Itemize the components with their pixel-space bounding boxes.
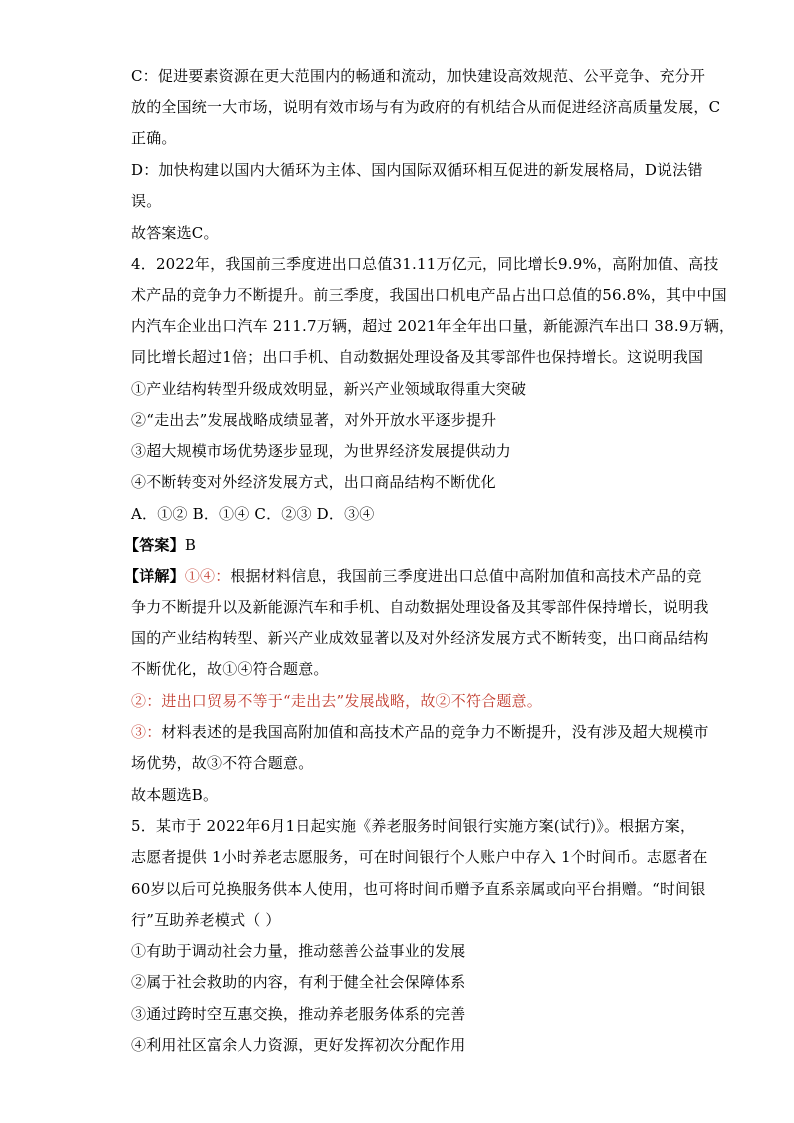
q4-detail-line-4: 不断优化，故①④符合题意。 bbox=[131, 660, 329, 678]
analysis-c-line-3: 正确。 bbox=[131, 129, 177, 147]
q4-choices: A．①② B．①④ C．②③ D．③④ bbox=[131, 505, 375, 523]
analysis-c-line-2: 放的全国统一大市场，说明有效市场与有为政府的有机结合从而促进经济高质量发展，C bbox=[131, 98, 721, 116]
q4-option-1: ①产业结构转型升级成效明显，新兴产业领域取得重大突破 bbox=[131, 380, 527, 398]
q4-detail-line-1 bbox=[124, 566, 702, 586]
q4-detail-line-2: 争力不断提升以及新能源汽车和手机、自动数据处理设备及其零部件保持增长，说明我 bbox=[131, 598, 709, 616]
q5-option-1: ①有助于调动社会力量，推动慈善公益事业的发展 bbox=[131, 942, 466, 960]
q4-answer bbox=[124, 535, 196, 555]
detail-red-marker: ①④： bbox=[184, 567, 231, 585]
q5-option-3: ③通过跨时空互惠交换，推动养老服务体系的完善 bbox=[131, 1005, 466, 1023]
q4-detail-3-line-2: 场优势，故③不符合题意。 bbox=[131, 754, 314, 772]
detail3-red-marker: ③： bbox=[131, 723, 162, 741]
q5-option-2: ②属于社会救助的内容，有利于健全社会保障体系 bbox=[131, 973, 466, 991]
q4-stem-line-2: 术产品的竞争力不断提升。前三季度，我国出口机电产品占出口总值的56.8%，其中中国 bbox=[131, 286, 727, 304]
detail-label: 【详解】 bbox=[124, 567, 185, 585]
q4-stem-line-1: 4．2022年，我国前三季度进出口总值31.11万亿元，同比增长9.9%，高附加值、高技 bbox=[131, 255, 719, 273]
q5-stem-line-3: 60岁以后可兑换服务供本人使用，也可将时间币赠予直系亲属或向平台捐赠。“时间银 bbox=[131, 880, 706, 898]
q4-detail-2: ②：进出口贸易不等于“走出去”发展战略，故②不符合题意。 bbox=[131, 692, 542, 710]
detail3-text: 材料表述的是我国高附加值和高技术产品的竞争力不断提升，没有涉及超大规模市 bbox=[161, 723, 709, 741]
analysis-d-line-2: 误。 bbox=[131, 192, 162, 210]
q4-conclusion: 故本题选B。 bbox=[131, 786, 219, 804]
q4-option-2: ②“走出去”发展战略成绩显著，对外开放水平逐步提升 bbox=[131, 411, 497, 429]
analysis-c-line-1: C：促进要素资源在更大范围内的畅通和流动，加快建设高效规范、公平竞争、充分开 bbox=[131, 67, 706, 85]
q5-stem-line-4: 行”互助养老模式（ ） bbox=[131, 911, 281, 929]
answer-value: B bbox=[184, 536, 197, 554]
analysis-conclusion: 故答案选C。 bbox=[131, 224, 219, 242]
q4-detail-3-line-1 bbox=[131, 722, 709, 742]
q4-detail-line-3: 国的产业结构转型、新兴产业成效显著以及对外经济发展方式不断转变，出口商品结构 bbox=[131, 629, 709, 647]
q5-stem-line-2: 志愿者提供 1小时养老志愿服务，可在时间银行个人账户中存入 1个时间币。志愿者在 bbox=[131, 848, 708, 866]
q5-option-4: ④利用社区富余人力资源，更好发挥初次分配作用 bbox=[131, 1036, 466, 1054]
analysis-d-line-1: D：加快构建以国内大循环为主体、国内国际双循环相互促进的新发展格局，D说法错 bbox=[131, 161, 703, 179]
q5-stem-line-1: 5．某市于 2022年6月1日起实施《养老服务时间银行实施方案(试行)》。根据方案， bbox=[131, 817, 696, 835]
q4-option-3: ③超大规模市场优势逐步显现，为世界经济发展提供动力 bbox=[131, 442, 512, 460]
q4-option-4: ④不断转变对外经济发展方式，出口商品结构不断优化 bbox=[131, 473, 496, 491]
q4-stem-line-4: 同比增长超过1倍；出口手机、自动数据处理设备及其零部件也保持增长。这说明我国 bbox=[131, 348, 704, 366]
detail-text: 根据材料信息，我国前三季度进出口总值中高附加值和高技术产品的竞 bbox=[230, 567, 702, 585]
q4-stem-line-3: 内汽车企业出口汽车 211.7万辆，超过 2021年全年出口量，新能源汽车出口 38.9万辆， bbox=[131, 317, 735, 335]
answer-label: 【答案】 bbox=[124, 536, 185, 554]
